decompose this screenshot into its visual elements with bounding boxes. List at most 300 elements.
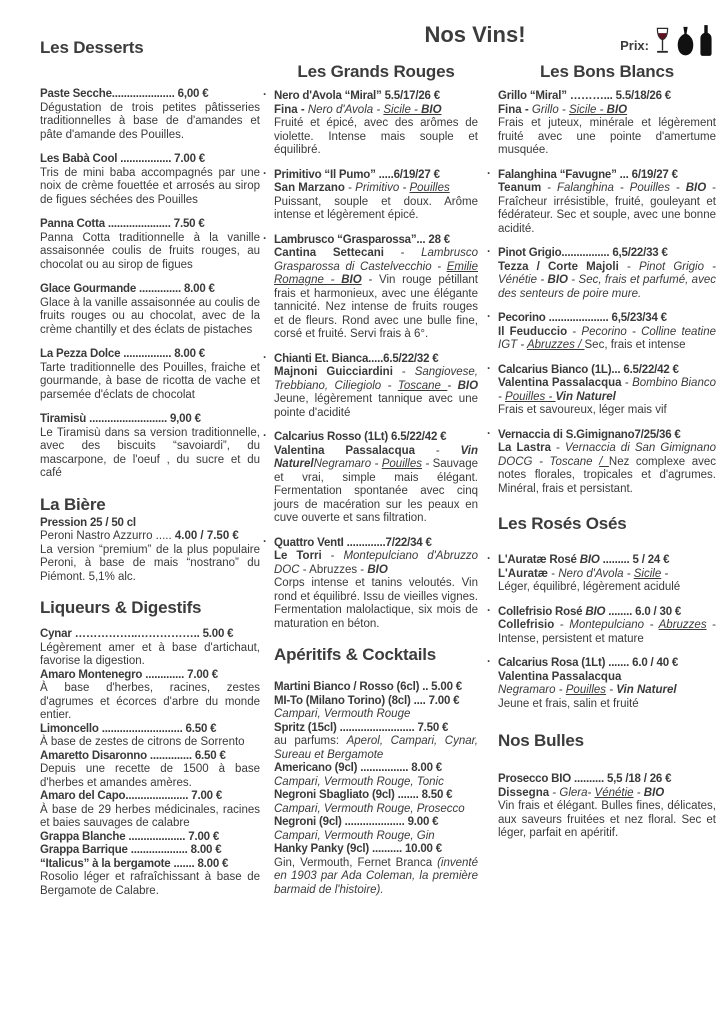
bullet-marker: · — [263, 232, 267, 245]
text-segment: Tezza / Corte Majoli — [498, 260, 619, 273]
section-heading: Les Bons Blancs — [540, 62, 674, 81]
text-segment: au parfums: — [274, 735, 347, 747]
text-segment: Fruité et épicé, avec des arômes de violette. Intense mais souple et équilibré. — [274, 117, 478, 156]
text-segment: - — [415, 444, 461, 457]
text-segment: Le Tiramisù dans sa version traditionnelle, avec des biscuits “savoiardi”, du mascarpone, de l'oeuf , du sucre et du café — [40, 426, 260, 479]
item-text — [498, 619, 716, 646]
text-segment: L'Auratæ — [498, 567, 549, 580]
bullet-marker: · — [487, 427, 491, 440]
item-title — [40, 790, 260, 804]
text-segment: Léger, équilibré, légèrement acidulé — [498, 581, 681, 593]
text-segment: Sauvage et vrai, simple mais élégant. Fermentation spontanée avec cinq jours de macération sur les peaux en cuve ouverte et sans filtration. — [274, 458, 478, 524]
item-text — [498, 117, 716, 158]
item-title — [498, 364, 716, 378]
menu-item — [274, 816, 478, 843]
item-text — [40, 427, 260, 481]
text-segment: Vin Naturel — [616, 684, 677, 696]
whites-column — [487, 62, 717, 911]
menu-item — [487, 656, 716, 711]
item-text — [274, 803, 478, 817]
bullet-marker: · — [487, 553, 491, 565]
menu-item — [274, 762, 478, 789]
text-segment: BIO — [421, 103, 442, 116]
item-title — [40, 153, 260, 167]
menu-item — [40, 348, 260, 402]
wine-bottle-icon — [700, 24, 712, 57]
text-segment: BIO — [579, 554, 600, 566]
text-segment: Sicile - — [568, 103, 607, 116]
text-segment: Abruzzes — [658, 619, 707, 631]
text-segment: - — [447, 379, 458, 392]
text-segment: - — [548, 567, 559, 580]
menu-item — [487, 553, 716, 595]
text-segment: Grappa Barrique ................... 8.00 € — [40, 844, 222, 856]
text-segment: Pinot Grigio - Vénétie - — [498, 260, 717, 286]
section-nos-bulles — [498, 731, 716, 841]
text-segment: Negroni Sbagliato (9cl) ....... 8.50 € — [274, 789, 453, 801]
text-segment: Tris de mini baba accompagnés par une noix de crème fouettée et arrosés au sirop de figues séchées des Pouilles — [40, 166, 260, 206]
wines-area — [263, 22, 717, 912]
text-segment: Valentina Passalacqua — [274, 444, 416, 457]
text-segment: - — [422, 458, 433, 470]
text-segment: - — [554, 619, 570, 631]
menu-item — [40, 517, 260, 531]
menu-item — [40, 831, 260, 845]
item-text — [274, 577, 478, 631]
text-segment: Vernaccia di S.Gimignano7/25/36 € — [498, 428, 681, 441]
text-segment: San Marzano — [274, 182, 345, 194]
menu-item — [40, 669, 260, 723]
desserts-column — [40, 24, 260, 912]
text-segment: Vin frais et élégant. Bulles fines, délicates, aux saveurs fruitées et nez floral. Sec et léger, parfait en apéritif. — [498, 800, 716, 839]
item-text — [498, 377, 716, 404]
section-heading: Liqueurs & Digestifs — [40, 598, 202, 617]
text-segment: Pouilles — [381, 458, 423, 470]
section-heading: Les Desserts — [40, 38, 144, 57]
text-segment: - Abruzzes - — [299, 563, 368, 576]
text-segment: Légèrement amer et à base d'artichaut, favorise la digestion. — [40, 641, 260, 667]
bullet-marker: · — [263, 351, 267, 364]
menu-item — [40, 153, 260, 207]
text-segment: BIO — [547, 274, 568, 286]
bullet-marker: · — [263, 535, 267, 548]
item-text — [498, 104, 716, 118]
item-text — [498, 442, 716, 496]
text-segment: Tiramisù .......................... 9,00 € — [40, 413, 201, 425]
text-segment: Vernaccia di San Gimignano DOCG - Toscane — [498, 442, 716, 468]
item-text — [274, 857, 478, 898]
text-segment: Negroni (9cl) .................... 9.00 € — [274, 816, 439, 828]
bullet-marker: · — [487, 604, 491, 617]
text-segment: Pecorino .................... 6,5/23/34 € — [498, 312, 667, 324]
text-segment: “Italicus” à la bergamote ....... 8.00 € — [40, 857, 229, 870]
text-segment: Les Babà Cool ................. 7.00 € — [40, 153, 205, 165]
item-text — [40, 102, 260, 143]
item-title — [40, 218, 260, 232]
text-segment: - — [383, 247, 422, 259]
text-segment: BIO — [585, 605, 606, 618]
section-heading: Nos Bulles — [498, 731, 584, 750]
item-title — [40, 858, 260, 872]
text-segment: Aperol, Campari, Cynar, Sureau et Bergamote — [274, 735, 479, 761]
text-segment: Vin rouge pétillant frais et harmonieux, avec une élégante tannicité. Nez intense de fruits rouges et de fleurs. Rond avec une bulle fine, corsé et fruité. Servi frais à 6°. — [274, 274, 478, 340]
item-text — [40, 871, 260, 898]
text-segment: ......... 5 / 24 € — [599, 554, 670, 566]
text-segment: Dissegna — [498, 786, 550, 799]
menu-item — [263, 535, 478, 632]
item-text — [274, 117, 478, 158]
item-title — [498, 169, 716, 183]
text-segment: - — [361, 274, 379, 286]
text-segment: - — [541, 182, 558, 194]
menu-item — [40, 750, 260, 791]
text-segment: - — [551, 442, 566, 454]
text-segment: Abruzzes / — [526, 339, 585, 351]
menu-item — [487, 167, 716, 237]
text-segment: Campari, Vermouth Rouge, Prosecco — [274, 802, 465, 815]
item-text — [40, 530, 260, 544]
section-heading: Apéritifs & Cocktails — [274, 645, 437, 664]
text-segment: Le Torri — [274, 550, 322, 562]
bullet-marker: · — [263, 167, 267, 180]
text-segment: BIO — [367, 563, 388, 576]
item-title — [274, 90, 478, 104]
text-segment: MI-To (Milano Torino) (8cl) .... 7.00 € — [274, 694, 460, 707]
menu-item — [487, 311, 716, 353]
section-heading: La Bière — [40, 494, 106, 514]
text-segment: - — [606, 684, 617, 696]
bullet-marker: · — [487, 656, 491, 668]
text-segment: Falanghina - Pouilles - — [557, 182, 686, 194]
price-label: Prix: — [620, 37, 649, 53]
item-title — [40, 723, 260, 737]
text-segment: - — [549, 786, 560, 799]
text-segment: Frais et juteux, minérale et légèrement fruité avec une pointe d'amertume musquée. — [498, 117, 716, 156]
item-text — [498, 671, 716, 685]
menu-item — [274, 789, 478, 816]
item-title — [40, 413, 260, 427]
text-segment: Majnoni Guicciardini — [274, 366, 393, 378]
text-segment: Primitivo - — [355, 182, 410, 194]
item-text — [498, 800, 716, 841]
text-segment: Vin Naturel — [555, 390, 616, 403]
text-segment: - — [618, 260, 639, 273]
section-aperitifs-cocktails — [274, 645, 478, 897]
text-segment: Panna Cotta ..................... 7.50 € — [40, 218, 205, 230]
text-segment: Falanghina “Favugne” ... 6/19/27 € — [498, 168, 678, 181]
item-text — [274, 830, 478, 844]
menu-item — [487, 427, 717, 497]
text-segment: Rosolio léger et rafraîchissant à base de Bergamote de Calabre. — [40, 871, 260, 897]
text-segment: Fina - — [498, 103, 532, 116]
page-title: Nos Vins! — [424, 22, 526, 47]
text-segment: Puissant, souple et doux. Arôme intense et légèrement épicé. — [274, 195, 478, 221]
menu-item — [263, 232, 478, 342]
item-title — [274, 353, 478, 367]
item-text — [498, 787, 716, 801]
item-text — [498, 261, 716, 302]
text-segment: Collefrisio Rosé — [498, 605, 586, 618]
text-segment: Sec, frais et intense — [584, 339, 686, 351]
item-title — [40, 517, 260, 531]
reds-column — [263, 62, 479, 911]
text-segment: Glera- — [559, 786, 595, 799]
item-title — [498, 657, 716, 671]
text-segment: Negramaro — [313, 458, 372, 470]
text-segment: Grillo “Miral” ………... 5.5/18/26 € — [498, 90, 671, 102]
text-segment: Collefrisio — [498, 619, 555, 631]
item-text — [274, 247, 478, 342]
text-segment: Dégustation de trois petites pâtisseries traditionnelles à base de d'amandes et pâte d'amande des Pouilles. — [40, 101, 260, 141]
section-les-grands-rouges — [263, 62, 479, 631]
item-title — [274, 695, 478, 709]
menu-item — [263, 89, 478, 158]
menu-item — [498, 773, 716, 841]
item-title — [498, 312, 716, 326]
item-text — [498, 568, 716, 582]
item-text — [40, 642, 260, 669]
item-title — [274, 169, 478, 183]
text-segment: Nero d'Avola - — [307, 103, 384, 116]
menu-item — [40, 790, 260, 831]
item-title — [40, 844, 260, 858]
text-segment: (inventé en 1903 par Ada Coleman, la première barmaid de l'histoire). — [274, 856, 478, 896]
text-segment: - — [321, 550, 344, 562]
menu-item — [263, 430, 478, 526]
text-segment: Calcarius Rosso (1Lt) 6.5/22/42 € — [274, 431, 447, 443]
section-heading: Les Grands Rouges — [297, 62, 455, 81]
bullet-marker: · — [263, 89, 267, 101]
item-text — [274, 182, 478, 196]
item-text — [274, 708, 478, 722]
menu-item — [40, 283, 260, 337]
menu-item — [274, 722, 478, 763]
menu-item — [40, 88, 260, 142]
bullet-marker: · — [487, 362, 491, 375]
text-segment: Chianti Et. Bianca.....6.5/22/32 € — [274, 352, 439, 365]
item-title — [498, 90, 716, 104]
item-text — [498, 698, 716, 712]
menu-item — [274, 695, 478, 722]
text-segment: Amaro Montenegro ............. 7.00 € — [40, 668, 218, 681]
text-segment: Limoncello ........................... 6.50 € — [40, 722, 217, 735]
text-segment: Corps intense et tanins veloutés. Vin rond et équilibré. Issu de vieilles vignes. Fermentation malolactique, six mois de maturation en béton. — [274, 577, 478, 630]
text-segment: Vénétie — [594, 786, 634, 799]
menu-item — [40, 844, 260, 858]
item-title — [40, 669, 260, 683]
item-text — [40, 167, 260, 208]
text-segment: Pinot Grigio................ 6,5/22/33 € — [498, 247, 668, 259]
item-text — [40, 232, 260, 273]
item-title — [40, 628, 260, 642]
text-segment: BIO — [606, 103, 628, 116]
item-text — [498, 581, 716, 595]
text-segment: Jeune et frais, salin et fruité — [498, 697, 639, 710]
bullet-marker: · — [487, 311, 491, 323]
item-text — [274, 776, 478, 790]
text-segment: Negramaro — [498, 684, 556, 696]
text-segment: La Lastra — [498, 442, 552, 454]
text-segment: Campari, Vermouth Rouge, Tonic — [274, 775, 444, 788]
menu-item — [487, 604, 716, 647]
item-title — [274, 431, 478, 445]
text-segment: Panna Cotta traditionnelle à la vanille assaisonnée coulis de fruits rouges, au chocolat ou au sirop de figues — [40, 231, 260, 271]
text-segment: - — [555, 684, 566, 696]
item-title — [498, 773, 716, 787]
text-segment: Martini Bianco / Rosso (6cl) .. 5.00 € — [274, 681, 462, 693]
item-text — [40, 362, 260, 403]
text-segment: Grappa Blanche ................... 7.00 € — [40, 830, 220, 843]
text-segment: Lambrusco “Grasparossa”... 28 € — [274, 233, 450, 246]
text-segment: Teanum — [498, 182, 542, 194]
section-les-desserts — [40, 38, 260, 481]
text-segment: BIO — [457, 379, 479, 392]
item-title — [40, 88, 260, 102]
item-text — [274, 445, 478, 526]
section-les-bons-blancs — [487, 62, 717, 496]
text-segment: Emilie Romagne - — [274, 260, 478, 286]
text-segment: À base d'herbes, racines, zestes d'agrumes et écorces d'arbre du monde entier. — [40, 682, 260, 721]
text-segment: - — [661, 567, 669, 580]
menu-item — [263, 167, 478, 223]
menu-item — [487, 362, 716, 418]
text-segment: Frais et savoureux, léger mais vif — [498, 404, 667, 416]
text-segment: Calcarius Rosa (1Lt) ....... 6.0 / 40 € — [498, 657, 679, 669]
item-text — [40, 682, 260, 723]
text-segment: Sicile — [633, 567, 662, 580]
section-heading: Les Rosés Osés — [498, 514, 627, 533]
item-title — [274, 722, 478, 736]
text-segment: Sicile - — [383, 103, 422, 116]
text-segment: - Fraîcheur irrésistible, fruité, gouleyant et fédérateur. Sec et souple, avec une bonne acidité. — [498, 182, 716, 235]
text-segment: Prosecco BIO .......... 5,5 /18 / 26 € — [498, 773, 672, 785]
item-title — [498, 554, 716, 568]
text-segment: Lambrusco Grasparossa di Castelvecchio - — [274, 247, 478, 273]
item-text — [274, 735, 478, 762]
text-segment: Americano (9cl) ................ 8.00 € — [274, 762, 442, 774]
text-segment: La Pezza Dolce ................ 8.00 € — [40, 348, 205, 360]
text-segment: Fina - — [274, 103, 308, 116]
text-segment: Pression 25 / 50 cl — [40, 516, 136, 529]
item-title — [274, 843, 478, 857]
text-segment: Paste Secche..................... 6,00 € — [40, 88, 209, 100]
menu-item — [40, 413, 260, 481]
text-segment: - — [567, 325, 582, 338]
text-segment: ........ 6.0 / 30 € — [605, 605, 682, 618]
text-segment: BIO — [643, 786, 665, 799]
carafe-icon — [676, 26, 695, 57]
text-segment: Spritz (15cl) ......................... 7.50 € — [274, 721, 449, 734]
section-la-biere — [40, 495, 260, 585]
wines-header — [274, 24, 716, 62]
text-segment: Valentina Passalacqua — [498, 377, 622, 389]
text-segment: - — [633, 786, 644, 799]
item-title — [40, 348, 260, 362]
item-title — [498, 606, 716, 620]
item-title — [40, 750, 260, 764]
text-segment: 4.00 / 7.50 € — [174, 530, 239, 542]
item-text — [274, 366, 478, 420]
text-segment: Cynar ……………..…………….. 5.00 € — [40, 628, 234, 640]
text-segment: Pouilles — [409, 182, 450, 194]
price-legend — [620, 24, 712, 57]
menu-item — [40, 858, 260, 899]
text-segment: - — [371, 458, 382, 470]
item-text — [40, 297, 260, 338]
wine-columns — [263, 62, 717, 911]
text-segment: Nez complexe avec notes florales, tropicales et d'agrumes. Minéral, frais et persistant. — [498, 455, 717, 495]
text-segment: Quattro VentI .............7/22/34 € — [274, 536, 432, 549]
item-text — [274, 550, 478, 577]
text-segment: L'Auratæ Rosé — [498, 554, 580, 566]
text-segment: Campari, Vermouth Rouge, Gin — [274, 829, 435, 842]
item-title — [40, 283, 260, 297]
text-segment: Montepulciano d'Abruzzo DOC — [274, 550, 478, 576]
item-title — [274, 789, 478, 803]
item-text — [40, 544, 260, 585]
menu-item — [40, 218, 260, 272]
item-title — [498, 247, 716, 261]
text-segment: Nero d'Avola “Miral” 5.5/17/26 € — [274, 90, 440, 102]
text-segment: -Intense, persistent et mature — [498, 619, 716, 645]
text-segment: Vin Naturel — [274, 444, 478, 470]
item-text — [40, 736, 260, 750]
text-segment: BIO — [685, 182, 707, 194]
text-segment: Glace à la vanille assaisonnée au coulis de fruits rouges ou au chocolat, avec de la crème chantilly et des éclats de pistaches — [40, 296, 260, 336]
item-title — [274, 537, 478, 551]
text-segment: Glace Gourmande .............. 8.00 € — [40, 283, 215, 295]
text-segment: Sangiovese, Trebbiano, Ciliegiolo - — [274, 366, 478, 392]
item-title — [274, 234, 478, 248]
text-segment: Hanky Panky (9cl) .......... 10.00 € — [274, 843, 442, 855]
text-segment: Peroni Nastro Azzurro ..... — [40, 530, 175, 542]
text-segment: - — [568, 274, 579, 286]
text-segment: Sec, frais et parfumé, avec des senteurs de poire mure. — [498, 274, 716, 300]
text-segment: Gin, Vermouth, Fernet Branca — [274, 856, 438, 869]
text-segment: - — [344, 182, 356, 194]
section-les-roses-oses — [487, 514, 716, 711]
text-segment: / — [599, 455, 609, 468]
bullet-marker: · — [487, 246, 491, 258]
item-text — [498, 684, 716, 698]
menu-item — [274, 681, 478, 695]
text-segment: Pouilles - — [505, 390, 556, 403]
menu-item — [263, 351, 479, 421]
text-segment: Bombino Bianco - — [498, 377, 716, 403]
bullet-marker: · — [263, 430, 267, 442]
bullet-marker: · — [487, 167, 491, 180]
text-segment: Calcarius Bianco (1L)... 6.5/22/42 € — [498, 363, 679, 376]
menu-item — [498, 90, 716, 158]
item-title — [274, 681, 478, 695]
item-text — [40, 804, 260, 831]
text-segment: La version “premium” de la plus populaire Peroni, à base de mais “nostrano” du Piémont. 5,1% alc. — [40, 543, 260, 583]
item-text — [498, 404, 716, 418]
text-segment: À base de 29 herbes médicinales, racines et baies sauvages de calabre — [40, 803, 260, 829]
text-segment: Toscane — [397, 379, 448, 392]
text-segment: Pecorino - Colline teatine IGT - — [498, 325, 716, 351]
text-segment: Primitivo “Il Pumo” .....6/19/27 € — [274, 168, 440, 181]
item-text — [274, 104, 478, 118]
item-text — [498, 326, 716, 353]
menu-item — [40, 530, 260, 584]
menu-item — [274, 843, 478, 897]
wine-glass-icon — [654, 27, 671, 57]
menu-item — [40, 628, 260, 669]
text-segment: Depuis une recette de 1500 à base d'herbes et amandes amères. — [40, 763, 260, 789]
text-segment: - — [392, 366, 415, 378]
text-segment: À base de zestes de citrons de Sorrento — [40, 736, 245, 748]
